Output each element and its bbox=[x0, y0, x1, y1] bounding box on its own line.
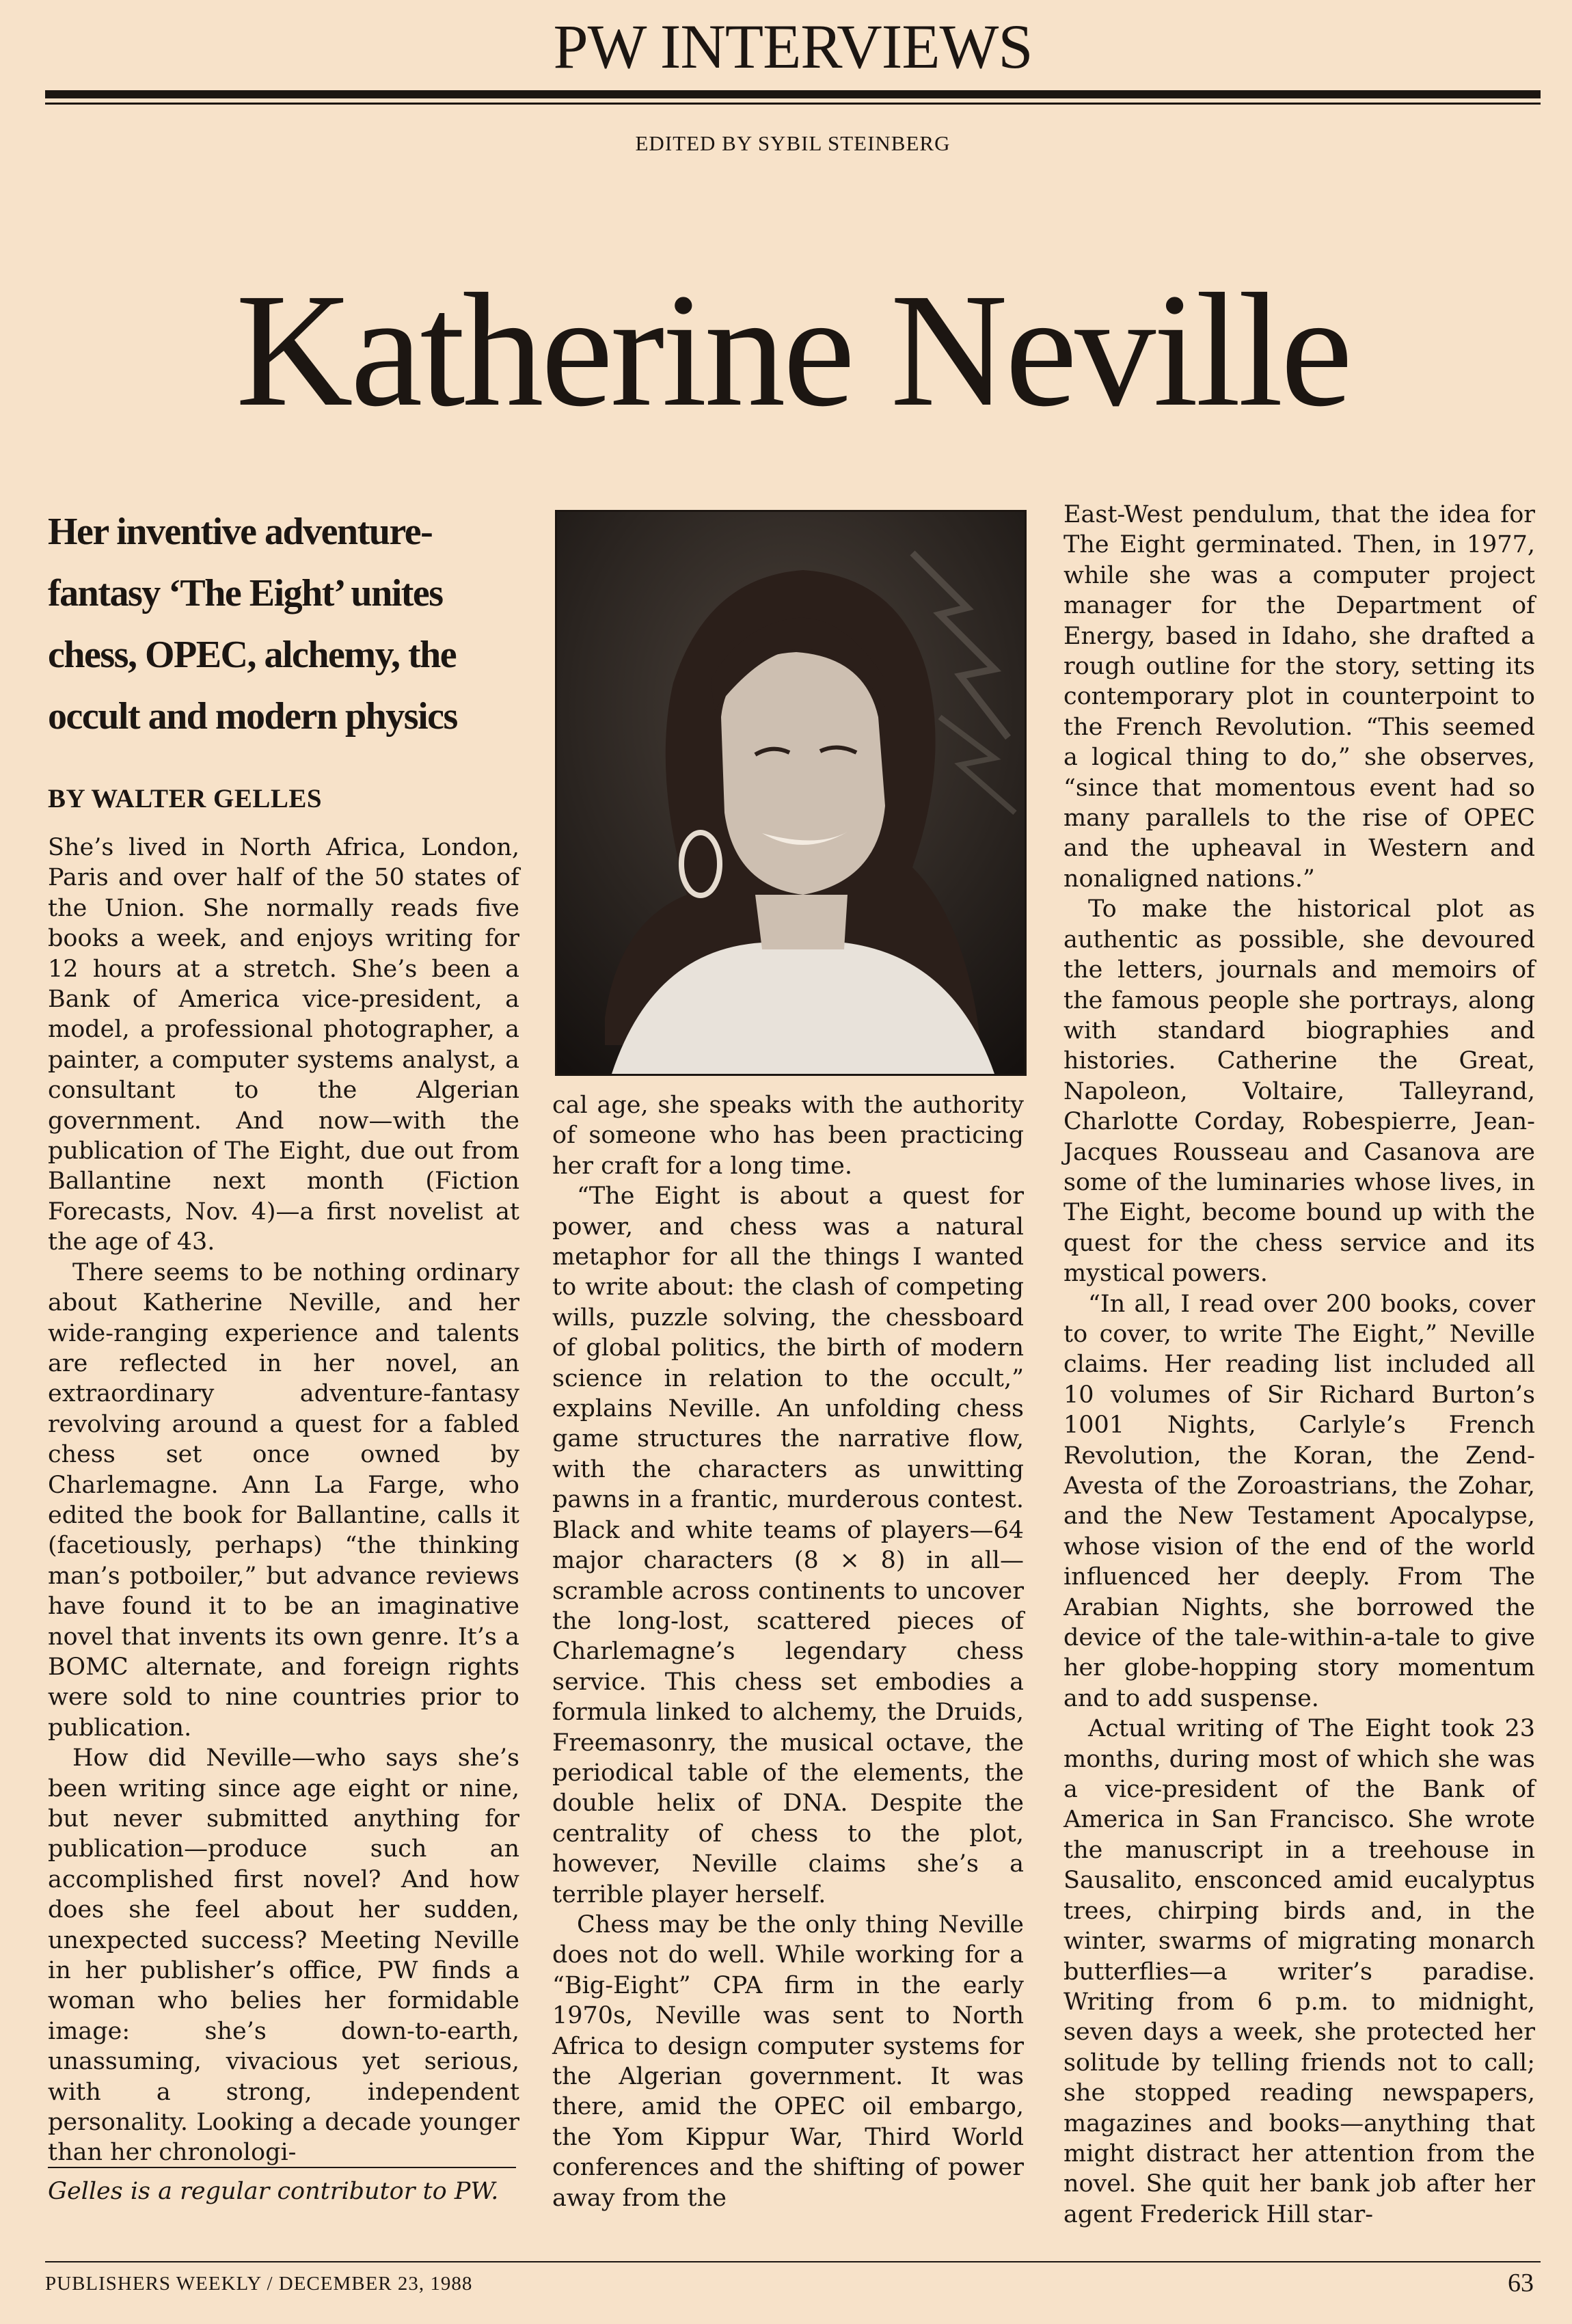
header-rule-thin bbox=[45, 103, 1541, 105]
paragraph: To make the historical plot as authentic as possible, she devoured the letters, journals and memoirs of the famous people she portrays, along with standard biographies and histories. Catherine the Great, Napoleon, Voltaire, Talleyrand, Charlotte Corday, Robespierre, Jean-Jacques Rousseau and Casanova are some of the luminaries whose lives, in The Eight, become bound up with the quest for the chess service and its mystical powers. bbox=[1063, 895, 1535, 1288]
paragraph: She’s lived in North Africa, London, Paris and over half of the 50 states of the Union. She normally reads five books a week, and enjoys writing for 12 hours at a stretch. She’s been a Bank of America vice-president, a model, a professional photographer, a painter, a computer systems analyst, a consultant to the Algerian government. And now—with the publication of The Eight, due out from Ballantine next month (Fiction Forecasts, Nov. 4)—a first novelist at the age of 43. bbox=[48, 834, 519, 1256]
byline: BY WALTER GELLES bbox=[48, 784, 323, 813]
text-column-3 bbox=[1063, 500, 1535, 2230]
footer-rule bbox=[45, 2261, 1541, 2262]
paragraph: “In all, I read over 200 books, cover to cover, to write The Eight,” Neville claims. Her reading list included all 10 volumes of Sir Richard Burton’s 1001 Nights, Carlyle’s French Revolution, the Koran, the Zend-Avesta of the Zoroastrians, the Zohar, and the New Testament Apocalypse, whose vision of the end of the world influenced her deeply. From The Arabian Nights, she borrowed the device of the tale-within-a-tale to give her globe-hopping story momentum and to add suspense. bbox=[1063, 1290, 1535, 1712]
contributor-note: Gelles is a regular contributor to PW. bbox=[48, 2178, 499, 2205]
article-deck: Her inventive adventure-fantasy ‘The Eight’ unites chess, OPEC, alchemy, the occult and modern physics bbox=[48, 511, 457, 738]
paragraph: cal age, she speaks with the authority of someone who has been practicing her craft for a long time. bbox=[552, 1092, 1024, 1180]
paragraph: Chess may be the only thing Neville does not do well. While working for a “Big-Eight” CPA firm in the early 1970s, Neville was sent to North Africa to design computer systems for the Algerian government. It was there, amid the OPEC oil embargo, the Yom Kippur War, Third World conferences and the shifting of power away from the bbox=[552, 1910, 1024, 2212]
section-heading: PW INTERVIEWS bbox=[553, 12, 1033, 81]
footnote-rule bbox=[48, 2167, 516, 2168]
publication-folio: PUBLISHERS WEEKLY / DECEMBER 23, 1988 bbox=[45, 2273, 473, 2295]
paragraph: There seems to be nothing ordinary about Katherine Neville, and her wide-ranging experience and talents are reflected in her novel, an extraordinary adventure-fantasy revolving around a quest for a fabled chess set once owned by Charlemagne. Ann La Farge, who edited the book for Ballantine, calls it (facetiously, perhaps) “the thinking man’s potboiler,” but advance reviews have found it to be an imaginative novel that invents its own genre. It’s a BOMC alternate, and foreign rights were sold to nine countries prior to publication. bbox=[48, 1258, 519, 1742]
article-title: Katherine Neville bbox=[235, 260, 1351, 440]
paragraph: East-West pendulum, that the idea for The Eight germinated. Then, in 1977, while she was a computer project manager for the Department of Energy, based in Idaho, she drafted a rough outline for the story, setting its contemporary plot in counterpoint to the French Revolution. “This seemed a logical thing to do,” she observes, “since that momentous event had so many parallels to the rise of OPEC and the upheaval in Western and nonaligned nations.” bbox=[1063, 501, 1535, 893]
paragraph: Actual writing of The Eight took 23 months, during most of which she was a vice-president of the Bank of America in San Francisco. She wrote the manuscript in a treehouse in Sausalito, ensconced amid eucalyptus trees, chirping birds and, in the winter, swarms of migrating monarch butterflies—a writer’s paradise. Writing from 6 p.m. to midnight, seven days a week, she protected her solitude by telling friends not to call; she stopped reading newspapers, magazines and books—anything that might distract her attention from the novel. She quit her bank job after her agent Frederick Hill star- bbox=[1063, 1715, 1535, 2228]
paragraph: How did Neville—who says she’s been writing since age eight or nine, but never submitted anything for publication—produce such an accomplished first novel? And how does she feel about her sudden, unexpected success? Meeting Neville in her publisher’s office, PW finds a woman who belies her formidable image: she’s down-to-earth, unassuming, vivacious yet serious, with a strong, independent personality. Looking a decade younger than her chronologi- bbox=[48, 1744, 519, 2167]
author-photo bbox=[555, 510, 1027, 1076]
text-column-2 bbox=[552, 1090, 1024, 2213]
page-number: 63 bbox=[1508, 2269, 1534, 2297]
portrait-illustration bbox=[557, 512, 1025, 1074]
editor-credit: EDITED BY SYBIL STEINBERG bbox=[635, 131, 951, 155]
text-column-1 bbox=[48, 833, 519, 2168]
header-rule-thick bbox=[45, 90, 1541, 98]
paragraph: “The Eight is about a quest for power, and chess was a natural metaphor for all the things I wanted to write about: the clash of competing wills, puzzle solving, the chessboard of global politics, the birth of modern science in relation to the occult,” explains Neville. An unfolding chess game structures the narrative flow, with the characters as unwitting pawns in a frantic, murderous contest. Black and white teams of players—64 major characters (8 × 8) in all—scramble across continents to uncover the long-lost, scattered pieces of Charlemagne’s legendary chess service. This chess set embodies a formula linked to alchemy, the Druids, Freemasonry, the musical octave, the periodical table of the elements, the double helix of DNA. Despite the centrality of chess to the plot, however, Neville claims she’s a terrible player herself. bbox=[552, 1183, 1024, 1908]
